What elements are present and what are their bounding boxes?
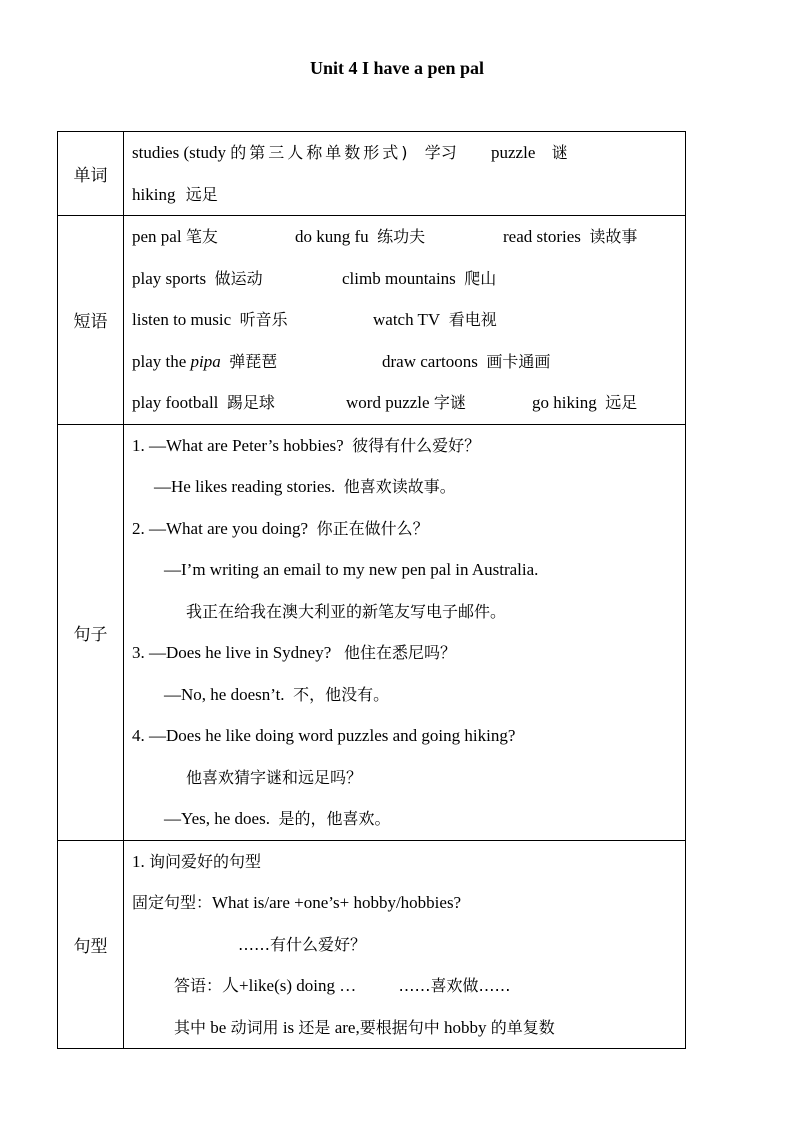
phrase-line-2 bbox=[132, 258, 677, 300]
phrase-item: play football 踢足球 bbox=[132, 393, 275, 412]
phrase-line-1 bbox=[132, 216, 677, 258]
pattern-note: 其中 be 动词用 is 还是 are,要根据句中 hobby 的单复数 bbox=[174, 1017, 555, 1037]
sentence-4-question: 4. —Does he like doing word puzzles and going hiking? bbox=[132, 726, 516, 745]
phrase-item: listen to music 听音乐 bbox=[132, 310, 288, 329]
sentence-4-question-translation: 他喜欢猜字谜和远足吗？ bbox=[186, 767, 363, 787]
vocab-content bbox=[124, 132, 686, 216]
vocab-word-studies: studies (study bbox=[132, 143, 226, 162]
sentence-3-answer: —No, he doesn’t. 不，他没有。 bbox=[164, 684, 390, 704]
phrase-item: climb mountains 爬山 bbox=[342, 268, 497, 288]
vocab-note: 的第三人称单数形式) bbox=[230, 143, 411, 162]
page-title: Unit 4 I have a pen pal bbox=[309, 58, 485, 78]
pattern-heading: 1. 询问爱好的句型 bbox=[132, 851, 262, 871]
sentences-content bbox=[124, 424, 686, 840]
notes-table bbox=[57, 131, 686, 1049]
vocab-line-2 bbox=[132, 174, 677, 216]
sentence-1-answer: —He likes reading stories. 他喜欢读故事。 bbox=[154, 477, 456, 496]
phrase-item: go hiking 远足 bbox=[532, 393, 638, 412]
phrase-line-5 bbox=[132, 382, 677, 424]
phrase-line-4 bbox=[132, 341, 677, 383]
sentence-2-answer: —I’m writing an email to my new pen pal in Australia. bbox=[164, 560, 539, 579]
sentence-1-question: 1. —What are Peter’s hobbies? 彼得有什么爱好？ bbox=[132, 435, 481, 455]
vocab-word-hiking: hiking bbox=[132, 184, 176, 204]
vocab-meaning-hiking: 远足 bbox=[185, 184, 218, 204]
phrase-item: pen pal 笔友 bbox=[132, 227, 218, 246]
sentence-4-answer: —Yes, he does. 是的，他喜欢。 bbox=[164, 809, 391, 828]
phrases-label: 短语 bbox=[58, 216, 124, 425]
patterns-row bbox=[58, 840, 686, 1049]
sentence-2-question: 2. —What are you doing? 你正在做什么？ bbox=[132, 518, 429, 538]
patterns-label: 句型 bbox=[58, 840, 124, 1049]
patterns-content bbox=[124, 840, 686, 1049]
sentences-row bbox=[58, 424, 686, 840]
phrase-item: read stories 读故事 bbox=[503, 227, 638, 246]
phrase-item: play the pipa 弹琵琶 bbox=[132, 351, 278, 371]
phrase-item: watch TV 看电视 bbox=[373, 310, 497, 329]
pattern-answer: 答语：人+like(s) doing … ……喜欢做…… bbox=[174, 976, 511, 995]
vocab-label: 单词 bbox=[58, 132, 124, 216]
phrase-line-3 bbox=[132, 299, 677, 341]
pattern-fixed: 固定句型：What is/are +one’s+ hobby/hobbies? bbox=[132, 893, 462, 912]
phrase-item: play sports 做运动 bbox=[132, 268, 263, 288]
phrase-item: draw cartoons 画卡通画 bbox=[382, 351, 551, 371]
phrase-item: do kung fu 练功夫 bbox=[295, 227, 426, 246]
pattern-fixed-translation: ……有什么爱好？ bbox=[238, 934, 367, 954]
phrases-row bbox=[58, 216, 686, 425]
vocab-meaning-study: 学习 bbox=[424, 143, 457, 162]
vocab-line-1 bbox=[132, 132, 677, 174]
phrase-item: word puzzle 字谜 bbox=[346, 393, 466, 412]
vocab-meaning-puzzle: 谜 bbox=[551, 143, 568, 162]
sentence-2-answer-translation: 我正在给我在澳大利亚的新笔友写电子邮件。 bbox=[186, 601, 507, 621]
vocab-word-puzzle: puzzle bbox=[491, 143, 536, 162]
vocab-row bbox=[58, 132, 686, 216]
phrases-content bbox=[124, 216, 686, 425]
sentence-3-question: 3. —Does he live in Sydney? 他住在悉尼吗？ bbox=[132, 643, 457, 662]
sentences-label: 句子 bbox=[58, 424, 124, 840]
